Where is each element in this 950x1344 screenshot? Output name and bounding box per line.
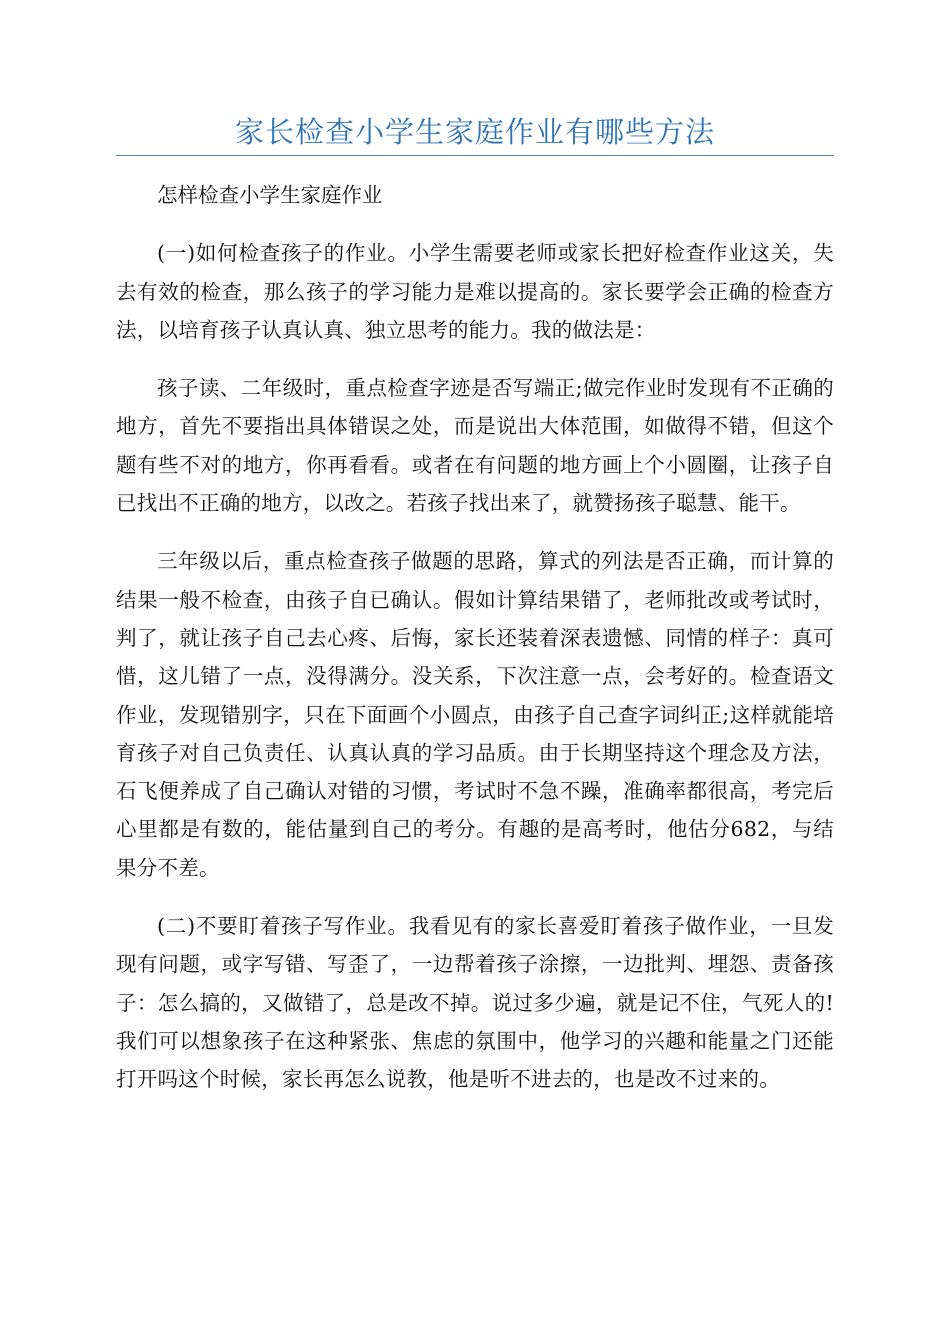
document-title: 家长检查小学生家庭作业有哪些方法 bbox=[234, 115, 715, 149]
paragraph-1: (一)如何检查孩子的作业。小学生需要老师或家长把好检查作业这关，失去有效的检查，那么孩子的学习能力是难以提高的。家长要学会正确的检查方法，以培育孩子认真认真、独立思考的能力。我的做法是： bbox=[116, 241, 834, 342]
title-underline bbox=[116, 155, 834, 156]
paragraph-4: (二)不要盯着孩子写作业。我看见有的家长喜爱盯着孩子做作业，一旦发现有问题，或字写错、写歪了，一边帮着孩子涂擦，一边批判、埋怨、责备孩子：怎么搞的，又做错了，总是改不掉。说过多少遍，就是记不住，气死人的!我们可以想象孩子在这种紧张、焦虑的氛围中，他学习的兴趣和能量之门还能打开吗这个时候，家长再怎么说教，他是听不进去的，也是改不过来的。 bbox=[116, 914, 834, 1092]
document-body bbox=[116, 176, 834, 1119]
paragraph-2: 孩子读、二年级时，重点检查字迹是否写端正;做完作业时发现有不正确的地方，首先不要指出具体错误之处，而是说出大体范围，如做得不错，但这个题有些不对的地方，你再看看。或者在有问题的地方画上个小圆圈，让孩子自已找出不正确的地方，以改之。若孩子找出来了，就赞扬孩子聪慧、能干。 bbox=[116, 376, 834, 516]
section-subheading: 怎样检查小学生家庭作业 bbox=[157, 183, 383, 207]
paragraph-3: 三年级以后，重点检查孩子做题的思路，算式的列法是否正确，而计算的结果一般不检查，由孩子自已确认。假如计算结果错了，老师批改或考试时，判了，就让孩子自己去心疼、后悔，家长还装着深表遗憾、同情的样子：真可惜，这儿错了一点，没得满分。没关系，下次注意一点，会考好的。检查语文作业，发现错别字，只在下面画个小圆点，由孩子自己查字词纠正;这样就能培育孩子对自己负责任、认真认真的学习品质。由于长期坚持这个理念及方法，石飞便养成了自己确认对错的习惯，考试时不急不躁，准确率都很高，考完后心里都是有数的，能估量到自己的考分。有趣的是高考时，他估分682，与结果分不差。 bbox=[116, 549, 834, 880]
